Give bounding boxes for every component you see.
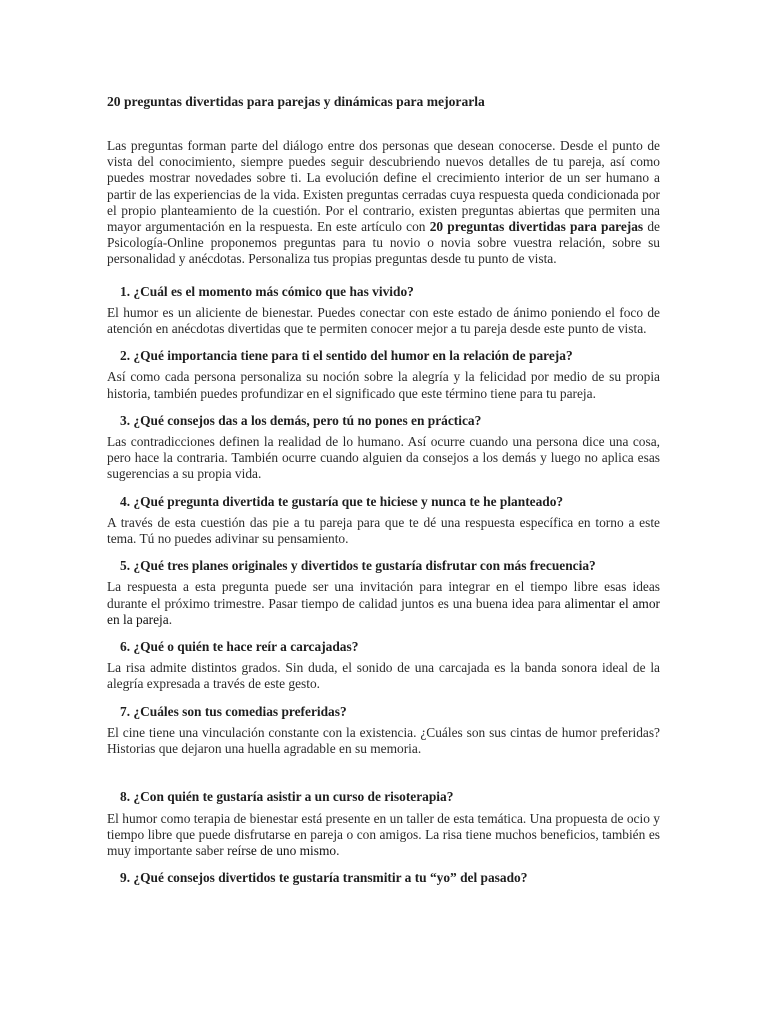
intro-bold-phrase: 20 preguntas divertidas para parejas bbox=[429, 219, 644, 235]
page-title: 20 preguntas divertidas para parejas y dinámicas para mejorarla bbox=[107, 94, 485, 109]
answer-text-end: . bbox=[168, 611, 173, 627]
question-heading-3: 3. ¿Qué consejos das a los demás, pero tú no pones en práctica? bbox=[120, 412, 482, 428]
answer-text: A través de esta cuestión das pie a tu pareja para que te dé una respuesta específica en torno a este tema. Tú no puedes adivinar su pensamiento. bbox=[107, 514, 660, 547]
answer-text: Las contradicciones definen la realidad de lo humano. Así ocurre cuando una persona dice una cosa, pero hace la contraria. También ocurre cuando alguien da consejos a los demás y luego no aplica esas sugerencias a su propia vida. bbox=[107, 434, 660, 482]
intro-text-start: Las preguntas forman parte del diálogo entre dos personas que desean conocerse. Desde el punto de vista del conocimiento, siempre puedes seguir descubriendo nuevos detalles de tu pareja, así como puedes mostrar novedades sobre ti. La evolución define el crecimiento interior de un ser humano a partir de las experiencias de la vida. Existen preguntas cerradas cuya respuesta queda condicionada por el propio planteamiento de la cuestión. Por el contrario, existen preguntas abiertas que permiten una mayor argumentación en la respuesta. En este artículo con bbox=[107, 138, 660, 235]
answer-text: El humor es un aliciente de bienestar. Puedes conectar con este estado de ánimo poniendo el foco de atención en anécdotas divertidas que te permiten conocer mejor a tu pareja desde este punto de vista. bbox=[107, 304, 660, 337]
question-heading-6: 6. ¿Qué o quién te hace reír a carcajadas? bbox=[120, 639, 359, 655]
question-heading-5: 5. ¿Qué tres planes originales y divertidos te gustaría disfrutar con más frecuencia? bbox=[120, 558, 596, 574]
answer-text-end: . bbox=[336, 842, 340, 858]
answer-paragraph-1 bbox=[107, 305, 660, 337]
link-alimentar-amor[interactable]: alimentar el amor en la pareja bbox=[107, 595, 660, 627]
answer-paragraph-2 bbox=[107, 369, 660, 401]
answer-paragraph-6 bbox=[107, 660, 660, 692]
answer-paragraph-8 bbox=[107, 811, 660, 860]
answer-text: El cine tiene una vinculación constante con la existencia. ¿Cuáles son sus cintas de humor preferidas? Historias que dejaron una huella agradable en su memoria. bbox=[107, 724, 660, 757]
answer-paragraph-7 bbox=[107, 725, 660, 757]
question-heading-1: 1. ¿Cuál es el momento más cómico que has vivido? bbox=[120, 283, 414, 299]
question-heading-7: 7. ¿Cuáles son tus comedias preferidas? bbox=[120, 703, 347, 719]
question-heading-2: 2. ¿Qué importancia tiene para ti el sentido del humor en la relación de pareja? bbox=[120, 348, 573, 364]
answer-text: La risa admite distintos grados. Sin duda, el sonido de una carcajada es la banda sonora ideal de la alegría expresada a través de este gesto. bbox=[107, 660, 660, 692]
question-heading-4: 4. ¿Qué pregunta divertida te gustaría que te hiciese y nunca te he planteado? bbox=[120, 493, 564, 509]
question-heading-9: 9. ¿Qué consejos divertidos te gustaría transmitir a tu “yo” del pasado? bbox=[120, 870, 528, 886]
link-reirse-de-uno-mismo[interactable]: reírse de uno mismo bbox=[227, 842, 337, 858]
answer-paragraph-3 bbox=[107, 434, 660, 483]
answer-text: Así como cada persona personaliza su noción sobre la alegría y la felicidad por medio de su propia historia, también puedes profundizar en el significado que este término tiene para tu pareja. bbox=[107, 369, 660, 401]
intro-text-end: de Psicología-Online proponemos preguntas para tu novio o novia sobre vuestra relación, sobre su personalidad y anécdotas. Personaliza tus propias preguntas desde tu punto de vista. bbox=[107, 219, 660, 267]
answer-text: El humor como terapia de bienestar está presente en un taller de esta temática. Una propuesta de ocio y tiempo libre que puede disfrutarse en pareja o con amigos. La risa tiene muchos beneficios, también es muy importante saber bbox=[107, 810, 660, 858]
question-heading-8: 8. ¿Con quién te gustaría asistir a un curso de risoterapia? bbox=[120, 789, 454, 805]
answer-text: La respuesta a esta pregunta puede ser una invitación para integrar en el tiempo libre esas ideas durante el próximo trimestre. Pasar tiempo de calidad juntos es una buena idea para bbox=[107, 579, 660, 611]
intro-paragraph bbox=[107, 138, 660, 268]
answer-paragraph-5 bbox=[107, 579, 660, 628]
answer-paragraph-4 bbox=[107, 515, 660, 547]
document-content bbox=[107, 93, 660, 891]
